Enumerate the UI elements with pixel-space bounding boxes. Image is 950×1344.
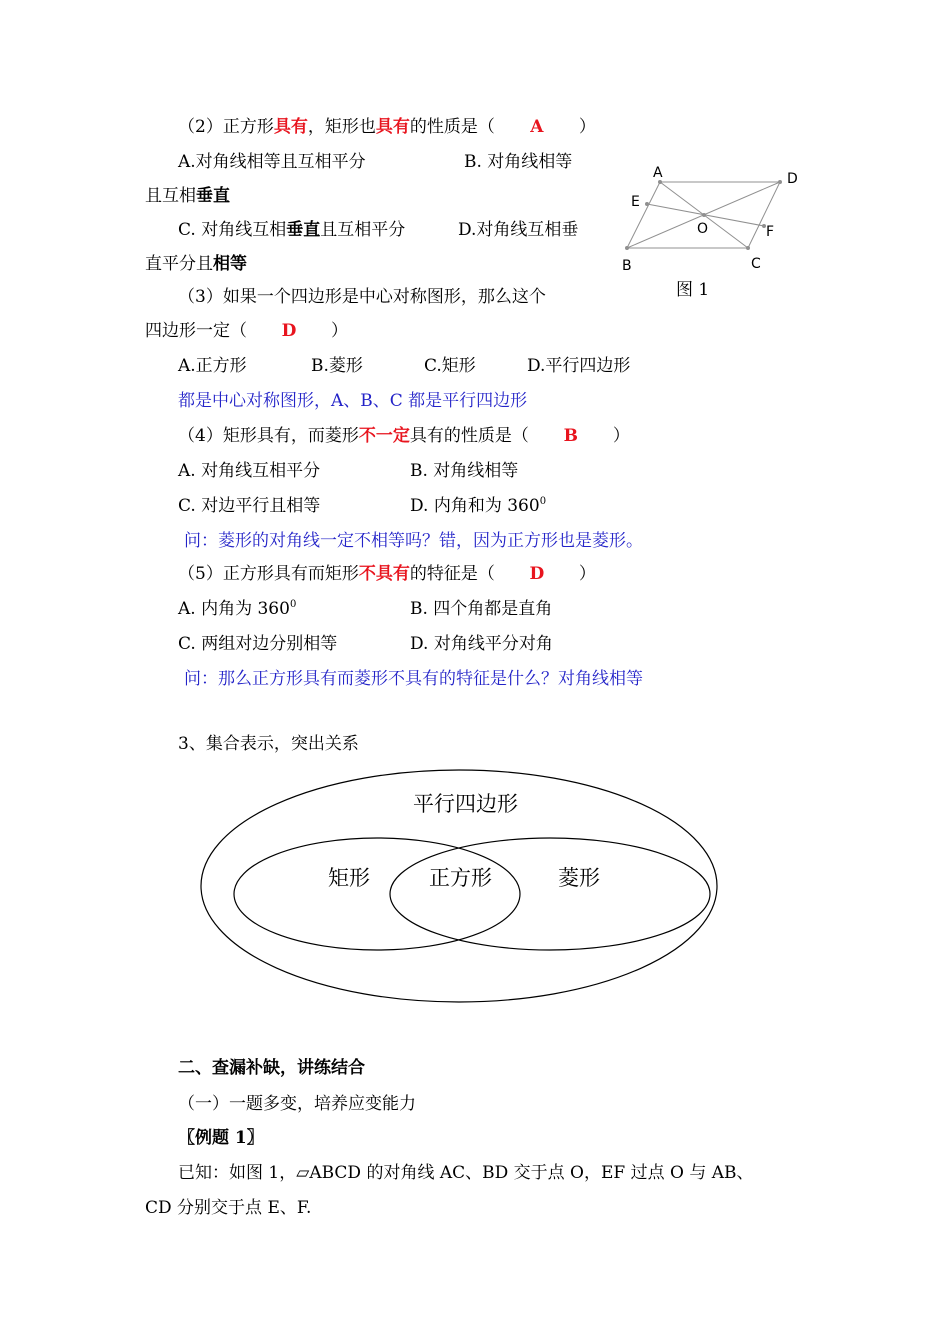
q2-option-c <box>178 219 405 241</box>
q4-option-a: A. 对角线互相平分 <box>178 461 321 481</box>
q3-close: ） <box>331 321 348 341</box>
q3-stem-text: 四边形一定（ <box>145 321 247 341</box>
q5-text-2: 的特征是（ <box>409 564 495 584</box>
q4-option-d-text: D. 内角和为 360 <box>410 496 540 516</box>
q2-option-c-text-2: 且互相平分 <box>320 220 406 240</box>
q5-text-1: （5）正方形具有而矩形 <box>178 564 359 584</box>
q3-option-d: D.平行四边形 <box>527 356 631 376</box>
q5-option-a <box>178 598 296 620</box>
q2-option-c-keyword: 垂直 <box>286 220 321 240</box>
venn-label-square: 正方形 <box>429 866 492 890</box>
q4-text-2: 具有的性质是（ <box>409 426 529 446</box>
venn-label-rectangle: 矩形 <box>328 866 370 890</box>
q2-option-b-keyword: 垂直 <box>196 186 230 206</box>
q3-stem-line-1: （3）如果一个四边形是中心对称图形，那么这个 <box>178 287 546 307</box>
q4-option-d-superscript: 0 <box>539 496 547 507</box>
label-b: B <box>622 258 632 274</box>
q5-option-b: B. 四个角都是直角 <box>410 599 553 619</box>
part-2-subtitle: （一）一题多变，培养应变能力 <box>178 1094 416 1114</box>
q2-option-c-text-1: C. 对角线互相 <box>178 220 287 240</box>
q2-option-d-cont <box>145 253 247 275</box>
q4-keyword: 不一定 <box>358 426 410 446</box>
example-1-text-line-1 <box>178 1162 754 1184</box>
q3-option-b: B.菱形 <box>311 356 363 376</box>
venn-label-parallelogram: 平行四边形 <box>413 792 518 816</box>
q4-option-c: C. 对边平行且相等 <box>178 496 321 516</box>
q2-keyword-1: 具有 <box>273 117 308 137</box>
q4-close: ） <box>612 426 630 446</box>
q2-option-d: D.对角线互相垂 <box>458 220 579 240</box>
q3-note: 都是中心对称图形，A、B、C 都是平行四边形 <box>178 391 528 411</box>
q4-note: 问：菱形的对角线一定不相等吗？错，因为正方形也是菱形。 <box>184 531 643 551</box>
label-a: A <box>653 165 663 181</box>
q2-text-1: （2）正方形 <box>178 117 274 137</box>
q5-option-a-superscript: 0 <box>289 599 297 610</box>
q2-text-3: 的性质是（ <box>409 117 495 137</box>
q2-option-d-keyword: 相等 <box>213 254 247 274</box>
label-f: F <box>766 224 775 240</box>
q2-option-a: A.对角线相等且互相平分 <box>178 152 366 172</box>
label-d: D <box>787 171 798 187</box>
q3-option-c: C.矩形 <box>424 356 476 376</box>
q2-keyword-2: 具有 <box>375 117 410 137</box>
q4-stem <box>178 425 630 447</box>
q2-text-2: ，矩形也 <box>307 117 376 137</box>
q2-close: ） <box>578 117 596 137</box>
q3-stem-line-2 <box>145 320 348 342</box>
figure-1-parallelogram <box>600 160 820 310</box>
part-2-title: 二、查漏补缺，讲练结合 <box>178 1058 365 1078</box>
example-1-text-line-2: CD 分别交于点 E、F. <box>145 1198 312 1218</box>
q2-option-b-cont <box>145 185 230 207</box>
q2-option-b: B. 对角线相等 <box>464 152 573 172</box>
q5-option-c: C. 两组对边分别相等 <box>178 634 338 654</box>
section-3-title: 3、集合表示，突出关系 <box>178 734 359 754</box>
ellipse-rhombus <box>390 838 710 950</box>
example-1-text-a: 已知：如图 1， <box>178 1163 297 1183</box>
q5-stem <box>178 563 596 585</box>
q5-note: 问：那么正方形具有而菱形不具有的特征是什么？对角线相等 <box>184 669 643 689</box>
venn-diagram <box>195 768 725 1012</box>
label-o: O <box>697 221 709 237</box>
ellipse-rectangle <box>234 838 520 950</box>
label-c: C <box>751 256 761 272</box>
parallelogram-symbol: ▱ <box>296 1163 310 1183</box>
q4-answer: B <box>563 426 579 446</box>
q5-option-a-text: A. 内角为 360 <box>178 599 290 619</box>
q3-answer: D <box>281 321 297 341</box>
example-1-heading: 〖例题 1〗 <box>178 1128 264 1148</box>
q5-answer: D <box>529 564 545 584</box>
label-e: E <box>631 194 640 210</box>
q3-option-a: A.正方形 <box>178 356 247 376</box>
q4-text-1: （4）矩形具有，而菱形 <box>178 426 359 446</box>
q5-keyword: 不具有 <box>358 564 410 584</box>
example-1-text-b: ABCD 的对角线 AC、BD 交于点 O，EF 过点 O 与 AB、 <box>309 1163 754 1183</box>
figure-1-caption: 图 1 <box>676 280 710 300</box>
q4-option-b: B. 对角线相等 <box>410 461 519 481</box>
q2-stem <box>178 116 596 138</box>
q5-close: ） <box>578 564 596 584</box>
q5-option-d: D. 对角线平分对角 <box>410 634 553 654</box>
q2-option-d-cont-text: 直平分且 <box>145 254 213 274</box>
q2-option-b-cont-text: 且互相 <box>145 186 196 206</box>
q4-option-d <box>410 495 546 517</box>
q2-answer: A <box>530 117 544 137</box>
venn-label-rhombus: 菱形 <box>558 866 600 890</box>
